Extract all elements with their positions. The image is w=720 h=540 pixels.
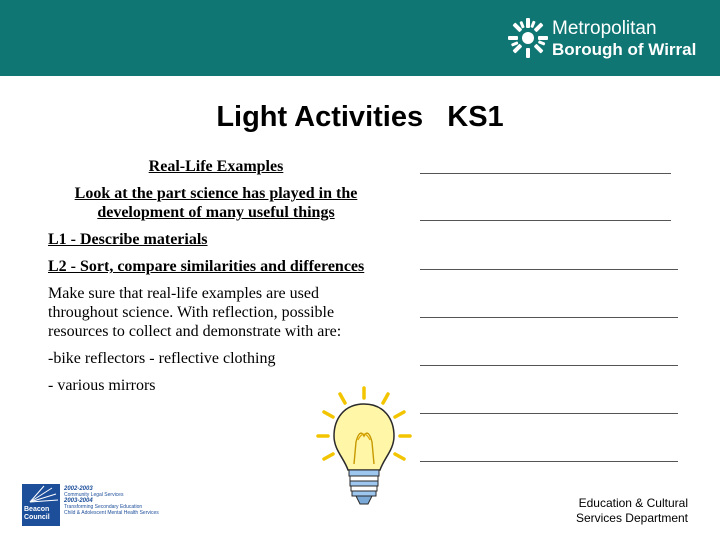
department-label — [576, 496, 688, 526]
department-line-1: Education & Cultural — [578, 496, 688, 510]
answer-line-7 — [420, 461, 678, 462]
answer-line-5 — [420, 365, 678, 366]
objective-l2: L2 - Sort, compare similarities and differences — [48, 258, 365, 275]
beacon-year-2: 2003-2004 — [64, 498, 93, 504]
logo-text-line1: Metropolitan — [552, 18, 657, 39]
beacon-award-3: Child & Adolescent Mental Health Services — [64, 510, 159, 516]
answer-line-2 — [420, 220, 671, 221]
objective-l1: L1 - Describe materials — [48, 231, 208, 248]
beacon-badge-label: Beacon Council — [24, 506, 50, 521]
logo-text-line2: Borough of Wirral — [552, 40, 697, 59]
star-burst-icon — [22, 484, 60, 506]
wirral-logo-icon — [506, 16, 550, 60]
beacon-awards — [64, 486, 159, 516]
council-logo — [506, 14, 716, 64]
beacon-award-2: Transforming Secondary Education — [64, 504, 143, 510]
answer-line-1 — [420, 173, 671, 174]
department-line-2: Services Department — [575, 511, 688, 525]
page-title: Light Activities KS1 — [216, 101, 504, 133]
light-bulb-icon — [314, 384, 414, 514]
content-body — [48, 157, 384, 403]
body-paragraph: Make sure that real-life examples are used throughout science. With reflection, possible resources to collect and demonstrate with are: — [48, 285, 342, 340]
section-subheading: Look at the part science has played in the development of many useful things — [74, 185, 358, 221]
answer-line-3 — [420, 269, 678, 270]
answer-line-6 — [420, 413, 678, 414]
beacon-council-logo — [22, 484, 162, 528]
resource-item-2: - various mirrors — [48, 377, 156, 394]
header-band — [0, 0, 720, 76]
section-heading: Real-Life Examples — [148, 158, 284, 175]
beacon-award-1: Community Legal Services — [64, 492, 124, 498]
beacon-badge — [22, 484, 60, 526]
answer-line-4 — [420, 317, 678, 318]
beacon-year-1: 2002-2003 — [64, 486, 93, 492]
resource-item-1: -bike reflectors - reflective clothing — [48, 350, 276, 367]
